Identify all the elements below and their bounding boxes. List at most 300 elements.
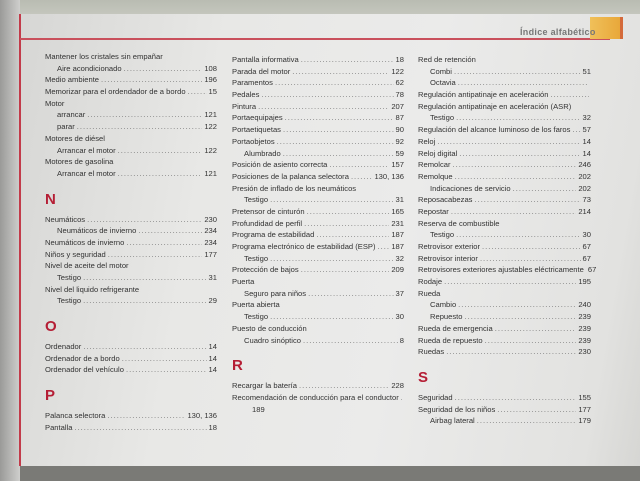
leader-dots [497,404,576,416]
index-entry [232,194,404,206]
entry-label: Pretensor de cinturón [232,206,305,216]
leader-dots [283,124,394,136]
index-entry [418,101,591,113]
index-entry [418,241,591,253]
entry-page: 231 [391,218,404,228]
index-entry [45,272,217,284]
index-entry [232,253,404,265]
entry-label: Portaequipajes [232,113,283,123]
index-entry [418,276,591,288]
index-entry [418,159,591,171]
entry-page: 179 [578,416,591,426]
leader-dots [329,159,389,171]
entry-label: Presión de inflado de los neumáticos [232,183,357,193]
index-entry [45,341,217,353]
index-entry [232,148,404,160]
index-entry [45,63,217,75]
entry-label: Pedales [232,90,260,100]
index-entry [418,66,591,78]
section-letter: N [45,190,56,208]
section-letter: P [45,387,56,405]
entry-page: 234 [204,237,217,247]
entry-label: Testigo [244,312,269,322]
leader-dots [454,66,581,78]
leader-dots [482,241,581,253]
index-entry [418,253,591,265]
index-entry [232,311,404,323]
section-letter: R [232,357,243,375]
entry-label: Seguridad de los niños [418,404,496,414]
index-entry [232,112,404,124]
entry-label: Testigo [244,253,269,263]
leader-dots [270,311,393,323]
index-entry [232,335,404,347]
page-edge [0,0,20,481]
index-entry [45,364,217,376]
header-rule [20,38,610,40]
index-entry [45,237,217,249]
entry-page: 177 [204,249,217,259]
leader-dots [301,54,394,66]
index-entry [232,124,404,136]
leader-dots [87,109,202,121]
index-entry [45,422,217,434]
entry-page: 87 [395,113,404,123]
entry-page: 122 [204,122,217,132]
index-entry [45,295,217,307]
entry-label: Testigo [430,230,455,240]
entry-page: 14 [208,365,217,375]
leader-dots [474,194,580,206]
section-letter: S [418,368,429,386]
entry-page: 18 [208,422,217,432]
entry-page: 92 [395,136,404,146]
entry-label: Pantalla [45,422,73,432]
entry-label: Recargar la batería [232,381,298,391]
index-entry [418,264,597,276]
leader-dots [270,253,393,265]
entry-label: Seguro para niños [244,288,307,298]
index-entry [232,77,404,89]
index-entry [232,89,404,101]
index-entry [418,323,591,335]
entry-page: 31 [208,273,217,282]
index-entry [45,225,217,237]
leader-dots [451,206,577,218]
entry-page: 234 [204,226,217,236]
entry-label: Combi [430,66,452,76]
index-entry [45,109,217,121]
index-entry [418,346,591,358]
entry-page: 230 [578,347,591,357]
leader-dots [458,77,589,89]
index-entry [418,54,591,66]
entry-page: 239 [578,335,591,345]
entry-label: Cuadro sinóptico [244,335,301,345]
entry-label: Niños y seguridad [45,249,106,259]
index-column-middle [232,54,404,415]
index-entry [232,392,404,404]
leader-dots [477,415,577,427]
entry-page: 130, 136 [187,411,217,421]
leader-dots [304,218,389,230]
entry-label: Repostar [418,206,449,216]
red-margin-line [19,14,21,466]
entry-page: 32 [395,253,404,263]
index-entry [45,133,217,145]
leader-dots [480,253,581,265]
entry-page: 30 [395,312,404,322]
leader-dots [485,335,577,347]
entry-label: Rodaje [418,277,443,287]
entry-label: Red de retención [418,55,476,64]
leader-dots [455,392,577,404]
leader-dots [107,410,185,422]
index-entry [232,264,404,276]
leader-dots [83,295,206,307]
entry-label: Programa de estabilidad [232,230,315,240]
entry-page: 130, 136 [374,171,404,181]
entry-page: 155 [578,392,591,402]
index-entry [418,392,591,404]
entry-label: Alumbrado [244,148,281,158]
leader-dots [285,112,394,124]
leader-dots [258,101,389,113]
entry-page: 14 [582,136,591,146]
leader-dots [550,89,589,101]
leader-dots [456,112,580,124]
section-letter: O [45,318,57,336]
index-entry [418,288,591,300]
index-entry [418,183,591,195]
page-header-title: Índice alfabético [520,27,596,37]
entry-page: 67 [582,242,591,251]
leader-dots [458,299,576,311]
entry-page: 187 [391,242,404,251]
entry-page: 51 [582,66,591,76]
entry-label: Profundidad de perfil [232,218,303,228]
entry-label: Regulación del alcance luminoso de los faros [418,125,571,135]
entry-page: 29 [208,296,217,306]
entry-label: Reposacabezas [418,195,473,205]
entry-page: 214 [578,206,591,216]
leader-dots [455,171,577,183]
entry-page: 32 [582,113,591,123]
index-entry [45,410,217,422]
leader-dots [275,77,394,89]
entry-label: Remolque [418,171,453,181]
entry-label: Regulación antipatinaje en aceleración [418,90,549,100]
index-entry [232,229,404,241]
entry-page: 30 [582,230,591,240]
entry-label: Neumáticos de invierno [45,237,125,247]
entry-page: 228 [391,381,404,391]
index-entry [232,136,404,148]
leader-dots [74,422,206,434]
entry-page: 122 [391,66,404,76]
entry-page: 165 [391,206,404,216]
index-entry [232,183,404,195]
entry-label: Motores de gasolina [45,157,114,167]
index-entry [45,121,217,133]
index-entry [418,124,591,136]
leader-dots [83,341,206,353]
leader-dots [453,159,577,171]
leader-dots [126,237,202,249]
entry-label: Arrancar el motor [57,145,116,155]
entry-page: 202 [578,171,591,181]
entry-label: Retrovisores exteriores ajustables eléctricamente [418,265,584,275]
table-surface [0,466,640,481]
entry-label: Portaobjetos [232,136,275,146]
entry-label: Testigo [57,273,82,282]
leader-dots [437,136,580,148]
index-entry [232,159,404,171]
leader-dots [378,241,390,253]
index-entry [232,299,404,311]
entry-page: 122 [204,145,217,155]
leader-dots [308,288,393,300]
entry-label: Ordenador del vehículo [45,365,124,375]
entry-label: Testigo [57,296,82,306]
entry-page: 195 [578,277,591,287]
leader-dots [456,229,580,241]
entry-label: Pintura [232,101,257,111]
entry-page: 90 [395,125,404,135]
index-entry [45,214,217,226]
index-entry [45,98,217,110]
entry-page: 240 [578,300,591,310]
entry-page: 67 [587,265,597,275]
entry-page: 202 [578,183,591,193]
entry-label: Posición de asiento correcta [232,160,328,170]
entry-label: Seguridad [418,392,453,402]
entry-page: 15 [208,87,217,97]
index-entry [418,89,591,101]
leader-dots [292,66,389,78]
entry-label: Octavia [430,78,456,88]
leader-dots [307,206,390,218]
leader-dots [572,124,580,136]
index-entry [45,156,217,168]
index-entry [418,194,591,206]
leader-dots [465,311,577,323]
index-entry [45,86,217,98]
index-entry [232,323,404,335]
entry-label: Parada del motor [232,66,291,76]
entry-page: 121 [204,110,217,120]
entry-label: Ordenador [45,342,82,352]
leader-dots [138,225,202,237]
entry-label: Testigo [430,113,455,123]
leader-dots [513,183,577,195]
leader-dots [77,121,203,133]
leader-dots [118,168,203,180]
leader-dots [459,148,580,160]
leader-dots [118,145,203,157]
entry-label: Cambio [430,300,457,310]
index-column-left [45,51,217,434]
entry-page: 18 [395,55,404,64]
leader-dots [444,276,576,288]
entry-page: 37 [395,288,404,298]
index-entry [45,74,217,86]
index-entry [232,380,404,392]
leader-dots [283,148,394,160]
index-entry [232,171,404,183]
entry-label: Reloj digital [418,148,458,158]
index-entry [45,260,217,272]
index-entry [232,241,404,253]
index-entry [232,101,404,113]
entry-page: 157 [391,160,404,170]
entry-label: Ruedas [418,347,445,357]
index-entry [418,171,591,183]
index-entry [45,249,217,261]
entry-label: Repuesto [430,312,463,322]
leader-dots [122,353,207,365]
entry-page: 67 [582,253,591,263]
entry-label: Palanca selectora [45,411,106,421]
leader-dots [299,380,389,392]
entry-label: Reserva de combustible [418,218,500,228]
index-entry [45,353,217,365]
entry-label: Neumáticos de invierno [57,226,137,236]
entry-label: Indicaciones de servicio [430,183,511,193]
leader-dots [188,86,207,98]
leader-dots [351,171,373,183]
entry-page: 14 [208,353,217,363]
entry-page: 196 [204,75,217,85]
leader-dots [301,264,390,276]
entry-label: Pantalla informativa [232,55,299,64]
entry-label: Arrancar el motor [57,168,116,178]
entry-label: Retrovisor interior [418,253,478,263]
index-entry [232,206,404,218]
entry-label: Protección de bajos [232,265,299,275]
entry-page: 189 [252,404,265,414]
entry-label: Rueda de emergencia [418,323,493,333]
entry-label: Retrovisor exterior [418,242,481,251]
leader-dots [446,346,576,358]
index-entry [418,335,591,347]
entry-label: Aire acondicionado [57,63,122,73]
entry-label: Mantener los cristales sin empañar [45,52,163,61]
entry-page: 78 [395,90,404,100]
entry-label: Motores de diésel [45,133,105,143]
entry-label: Rueda [418,288,441,298]
entry-page: 62 [395,78,404,88]
entry-label: Remolcar [418,160,451,170]
leader-dots [270,194,393,206]
entry-label: Portaetiquetas [232,125,281,135]
entry-page: 187 [391,230,404,240]
index-entry [45,168,217,180]
leader-dots [495,323,577,335]
entry-label: Puesto de conducción [232,323,307,333]
index-entry [418,136,591,148]
leader-dots [401,392,402,404]
entry-page: 108 [204,63,217,73]
entry-label: arrancar [57,110,86,120]
leader-dots [124,63,203,75]
entry-label: Airbag lateral [430,416,475,426]
leader-dots [303,335,398,347]
leader-dots [261,89,393,101]
entry-label: Testigo [244,195,269,205]
entry-page: 246 [578,160,591,170]
index-entry [418,77,591,89]
index-column-right [418,54,597,427]
index-entry [232,288,404,300]
entry-label: parar [57,122,75,132]
entry-page: 121 [204,168,217,178]
entry-label: Nivel de aceite del motor [45,261,129,271]
index-entry [418,148,591,160]
index-entry [418,229,591,241]
entry-page: 73 [582,195,591,205]
leader-dots [277,136,394,148]
entry-label: Reloj [418,136,436,146]
index-entry [418,299,591,311]
entry-label: Posiciones de la palanca selectora [232,171,349,181]
entry-label: Ordenador de a bordo [45,353,120,363]
index-entry [232,276,404,288]
entry-label: Paramentos [232,78,273,88]
entry-page: 57 [582,125,591,135]
entry-label: Neumáticos [45,214,86,224]
index-entry [232,54,404,66]
index-entry [418,206,591,218]
entry-label: Puerta abierta [232,300,280,310]
entry-page: 14 [208,342,217,352]
index-entry [418,404,591,416]
index-entry [232,218,404,230]
index-entry [45,145,217,157]
entry-label: Regulación antipatinaje en aceleración (ASR) [418,101,572,111]
entry-page: 59 [395,148,404,158]
leader-dots [108,249,203,261]
index-entry [45,51,217,63]
leader-dots [316,229,389,241]
index-entry [418,112,591,124]
leader-dots [87,214,202,226]
leader-dots [101,74,202,86]
index-entry [45,284,217,296]
entry-label: Memorizar para el ordendador de a bordo [45,87,186,97]
entry-label: Puerta [232,277,255,287]
entry-page: 239 [578,323,591,333]
leader-dots [126,364,207,376]
index-entry [418,311,591,323]
entry-page: 14 [582,148,591,158]
entry-label: Motor [45,98,65,108]
index-entry [232,66,404,78]
entry-page: 31 [395,195,404,205]
index-entry [418,415,591,427]
entry-page: 239 [578,312,591,322]
entry-label: Medio ambiente [45,75,100,85]
leader-dots [83,272,206,284]
entry-page: 230 [204,214,217,224]
entry-label: Programa electrónico de estabilidad (ESP) [232,242,376,251]
entry-label: Nivel del liquido refrigerante [45,284,140,294]
entry-label: Recomendación de conducción para el conductor [232,392,399,402]
entry-page: 209 [391,265,404,275]
index-entry [418,218,591,230]
entry-page: 177 [578,404,591,414]
entry-page: 207 [391,101,404,111]
